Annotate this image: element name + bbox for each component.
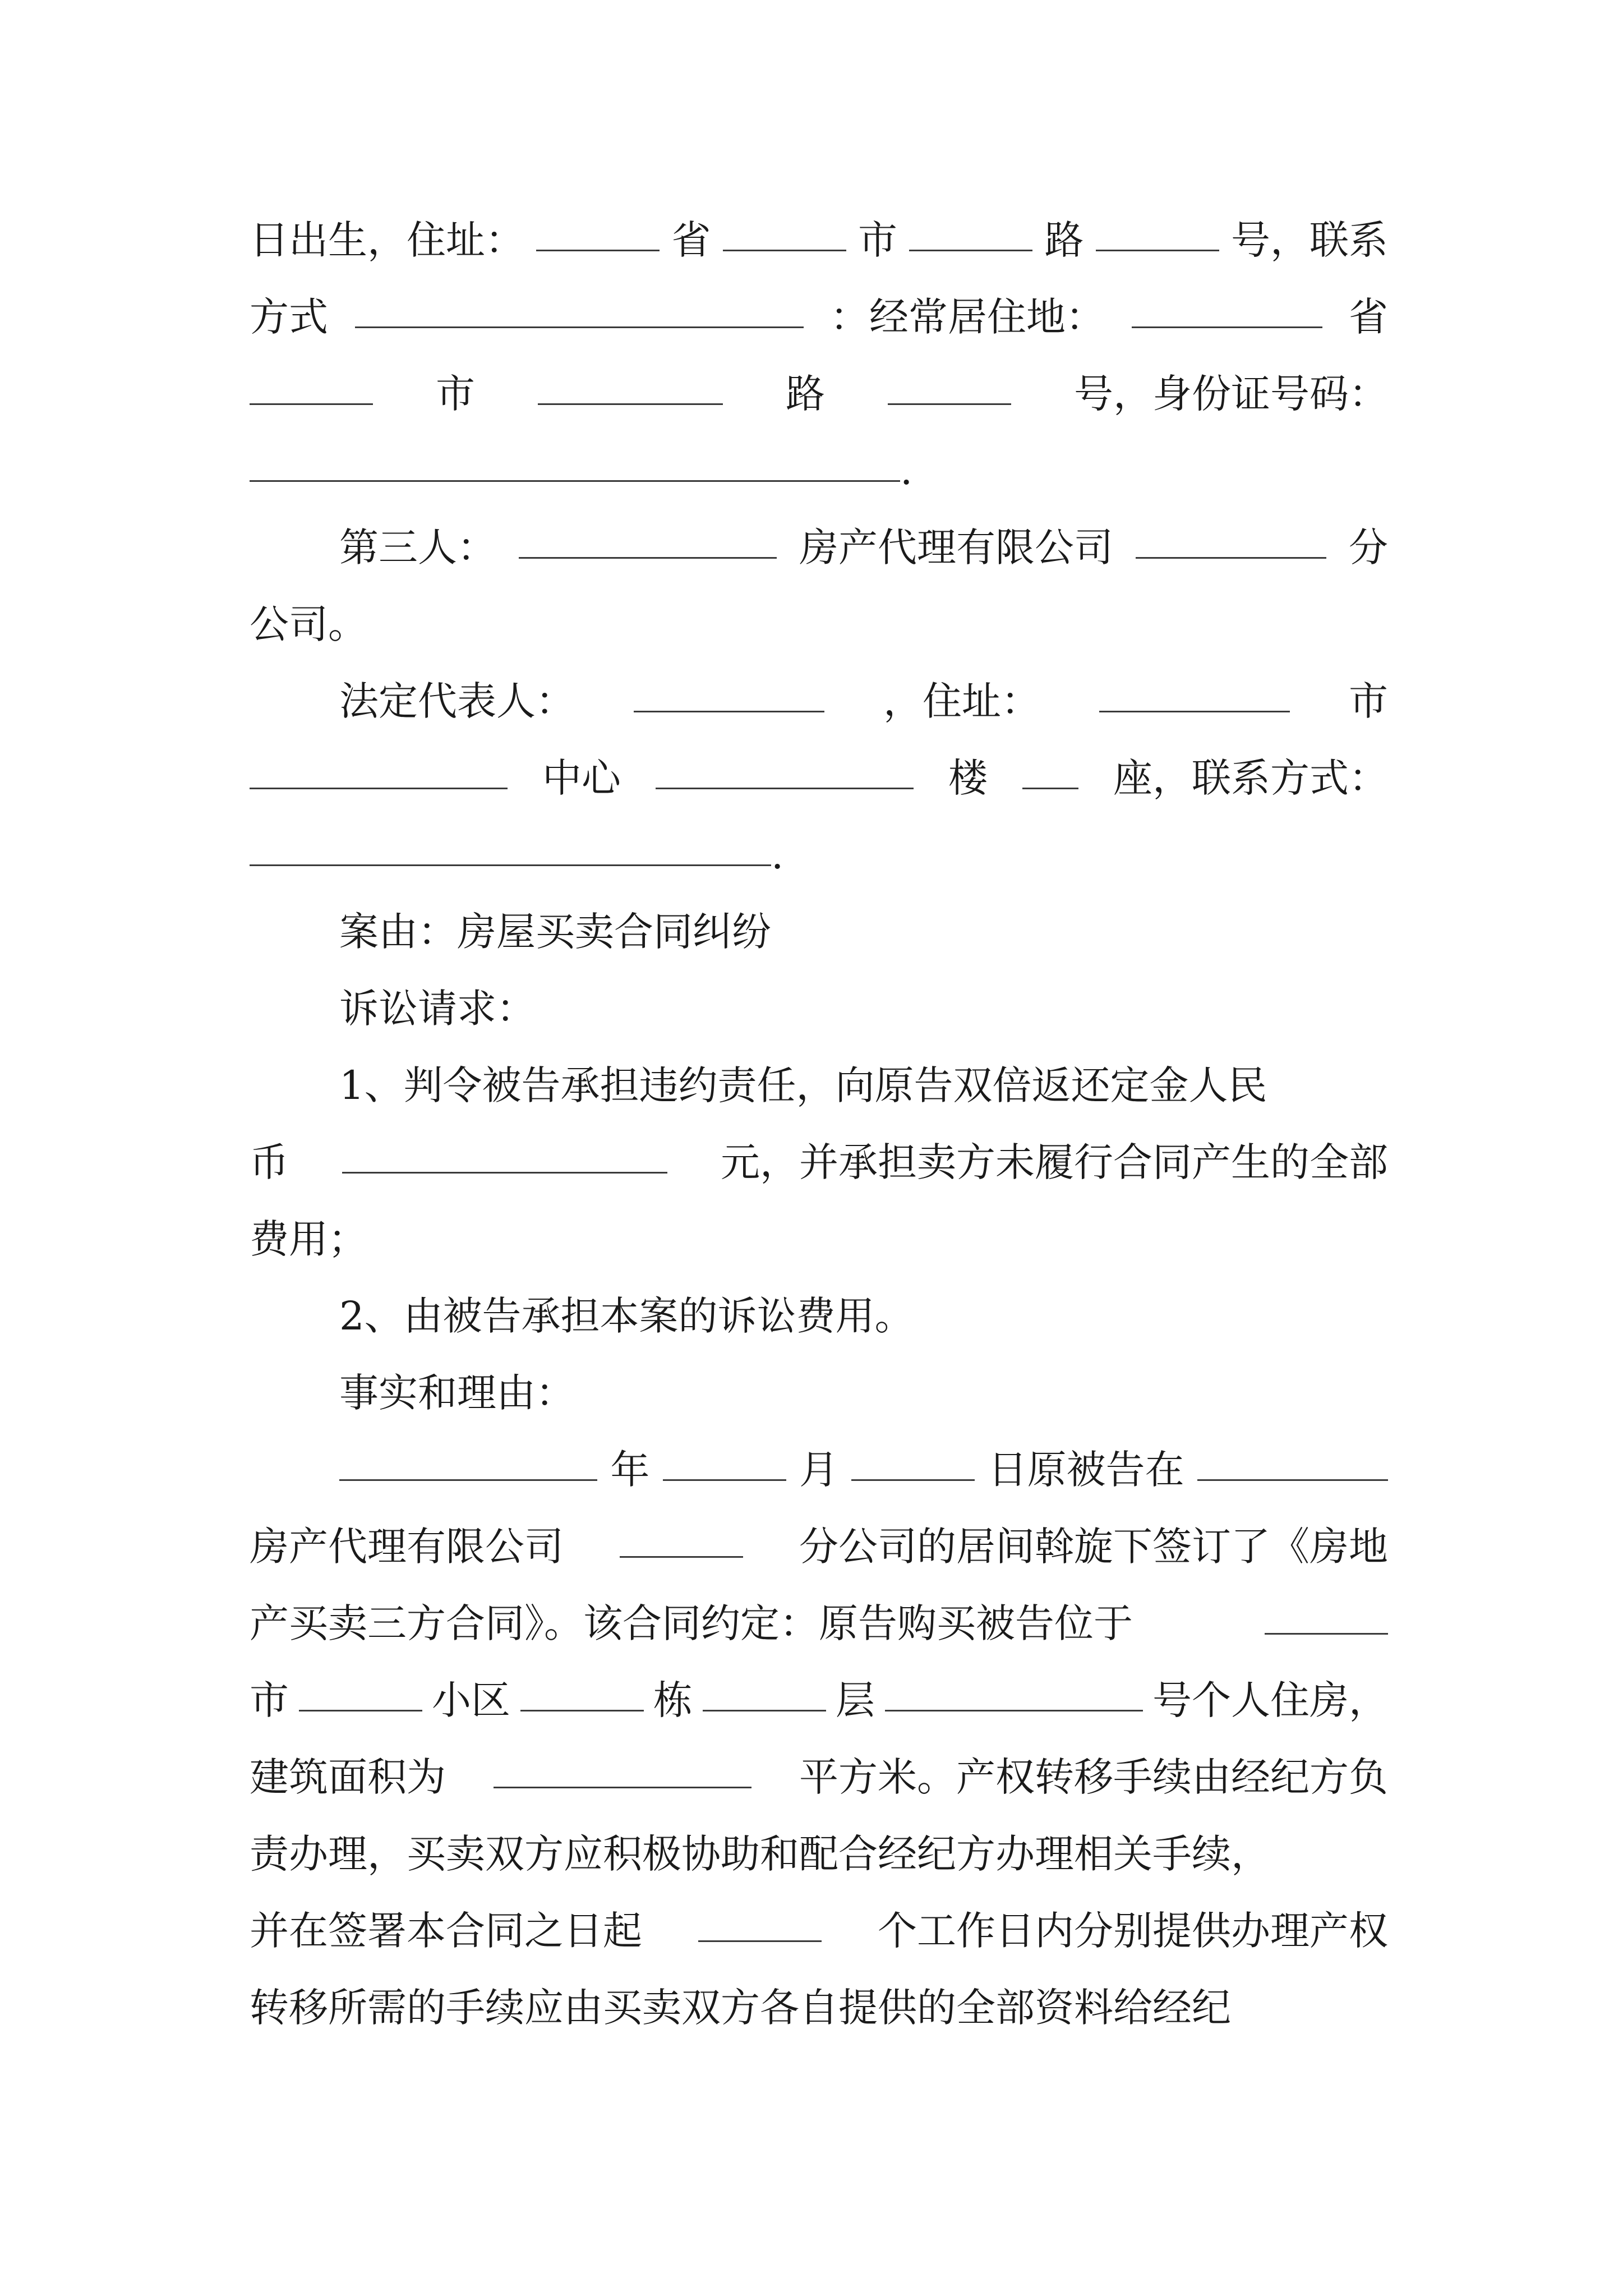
text-segment: 第三人： [339, 524, 496, 570]
fill-in-blank [299, 1671, 422, 1711]
text-segment: 责办理，买卖双方应积极协助和配合经纪方办理相关手续， [250, 1831, 1270, 1877]
fill-in-blank [494, 1747, 751, 1788]
fill-in-blank [342, 1133, 667, 1174]
text-segment: 法定代表人： [339, 678, 575, 724]
fill-in-blank [723, 210, 846, 251]
fill-in-blank [1022, 748, 1078, 789]
fill-in-blank [339, 1440, 597, 1481]
text-segment: 币 [250, 1139, 289, 1185]
text-line [250, 586, 1388, 663]
text-line [250, 1816, 1388, 1893]
text-segment: 分公司的居间斡旋下签订了《房地 [799, 1524, 1388, 1570]
text-segment: 市 [250, 1677, 289, 1723]
text-line [250, 1893, 1388, 1970]
text-segment: 日出生，住址： [250, 217, 524, 263]
text-segment: 产买卖三方合同》。该合同约定：原告购买被告位于 [250, 1600, 1133, 1646]
text-segment: 转移所需的手续应由买卖双方各自提供的全部资料给经纪 [250, 1985, 1231, 2031]
document-body [250, 202, 1388, 2046]
text-line [250, 1047, 1388, 1124]
text-segment: 号个人住房， [1152, 1677, 1388, 1723]
text-segment: 层 [836, 1677, 875, 1723]
fill-in-blank [885, 1671, 1143, 1711]
text-line [250, 509, 1388, 586]
text-segment: . [900, 448, 913, 494]
text-segment: 中心 [542, 755, 621, 801]
text-segment: 2、由被告承担本案的诉讼费用。 [339, 1293, 914, 1339]
text-line [250, 1739, 1388, 1816]
fill-in-blank [1132, 287, 1322, 328]
text-segment: 事实和理由： [339, 1370, 575, 1416]
text-line [250, 1508, 1388, 1585]
text-segment: 并在签署本合同之日起 [250, 1908, 642, 1954]
fill-in-blank [634, 671, 824, 712]
fill-in-blank [703, 1671, 826, 1711]
text-segment: 平方米。产权转移手续由经纪方负 [799, 1754, 1388, 1800]
text-segment: . [771, 832, 784, 878]
text-segment: 号，身份证号码： [1074, 371, 1388, 417]
text-line [250, 1585, 1388, 1662]
fill-in-blank [1265, 1594, 1388, 1635]
text-segment: 方式 [250, 294, 328, 340]
text-line [250, 1970, 1388, 2046]
text-segment: 案由：房屋买卖合同纠纷 [339, 909, 771, 955]
text-segment: 元，并承担卖方未履行合同产生的全部 [721, 1139, 1388, 1185]
text-line [250, 740, 1388, 817]
text-segment: 市 [1349, 678, 1388, 724]
text-segment: 日原被告在 [988, 1447, 1184, 1493]
fill-in-blank [698, 1901, 822, 1942]
text-line [250, 356, 1388, 432]
fill-in-blank [250, 364, 373, 405]
text-segment: 路 [786, 371, 825, 417]
text-segment: 楼 [948, 755, 988, 801]
text-segment: 市 [436, 371, 475, 417]
text-segment: 路 [1044, 217, 1084, 263]
text-segment: 栋 [653, 1677, 693, 1723]
text-line [250, 1201, 1388, 1278]
text-segment: 省 [1349, 294, 1388, 340]
fill-in-blank [1136, 518, 1326, 559]
text-segment: ：经常居住地： [830, 294, 1105, 340]
fill-in-blank [538, 364, 723, 405]
text-line [250, 970, 1388, 1047]
text-line [250, 817, 1388, 894]
text-segment: 房产代理有限公司 [799, 524, 1113, 570]
fill-in-blank [1096, 210, 1219, 251]
fill-in-blank [355, 287, 804, 328]
text-line [250, 663, 1388, 740]
fill-in-blank [250, 441, 900, 482]
text-segment: 建筑面积为 [250, 1754, 446, 1800]
text-segment: 诉讼请求： [339, 986, 536, 1032]
text-segment: 月 [799, 1447, 838, 1493]
fill-in-blank [519, 518, 777, 559]
text-segment: 年 [610, 1447, 650, 1493]
text-line [250, 1278, 1388, 1355]
text-line [250, 279, 1388, 356]
text-segment: 房产代理有限公司 [250, 1524, 564, 1570]
fill-in-blank [888, 364, 1011, 405]
fill-in-blank [656, 748, 914, 789]
text-segment: 小区 [432, 1677, 510, 1723]
text-segment: 省 [671, 217, 711, 263]
text-line [250, 202, 1388, 279]
fill-in-blank [909, 210, 1032, 251]
text-segment: 费用； [250, 1216, 367, 1262]
text-segment: 1、判令被告承担违约责任，向原告双倍返还定金人民 [339, 1062, 1267, 1108]
fill-in-blank [536, 210, 660, 251]
text-line [250, 1662, 1388, 1739]
text-segment: 公司。 [250, 601, 367, 647]
fill-in-blank [851, 1440, 975, 1481]
text-segment: 座，联系方式： [1113, 755, 1388, 801]
fill-in-blank [250, 748, 508, 789]
text-line [250, 432, 1388, 509]
fill-in-blank [663, 1440, 786, 1481]
text-line [250, 1432, 1388, 1508]
text-segment: 号，联系 [1231, 217, 1388, 263]
text-line [250, 1355, 1388, 1432]
text-segment: 市 [858, 217, 897, 263]
text-segment: 个工作日内分别提供办理产权 [878, 1908, 1388, 1954]
text-segment: 分 [1349, 524, 1388, 570]
text-line [250, 1124, 1388, 1201]
fill-in-blank [1099, 671, 1290, 712]
fill-in-blank [250, 825, 771, 866]
fill-in-blank [620, 1517, 743, 1558]
fill-in-blank [520, 1671, 644, 1711]
text-segment: ，住址： [883, 678, 1040, 724]
text-line [250, 894, 1388, 970]
fill-in-blank [1197, 1440, 1388, 1481]
